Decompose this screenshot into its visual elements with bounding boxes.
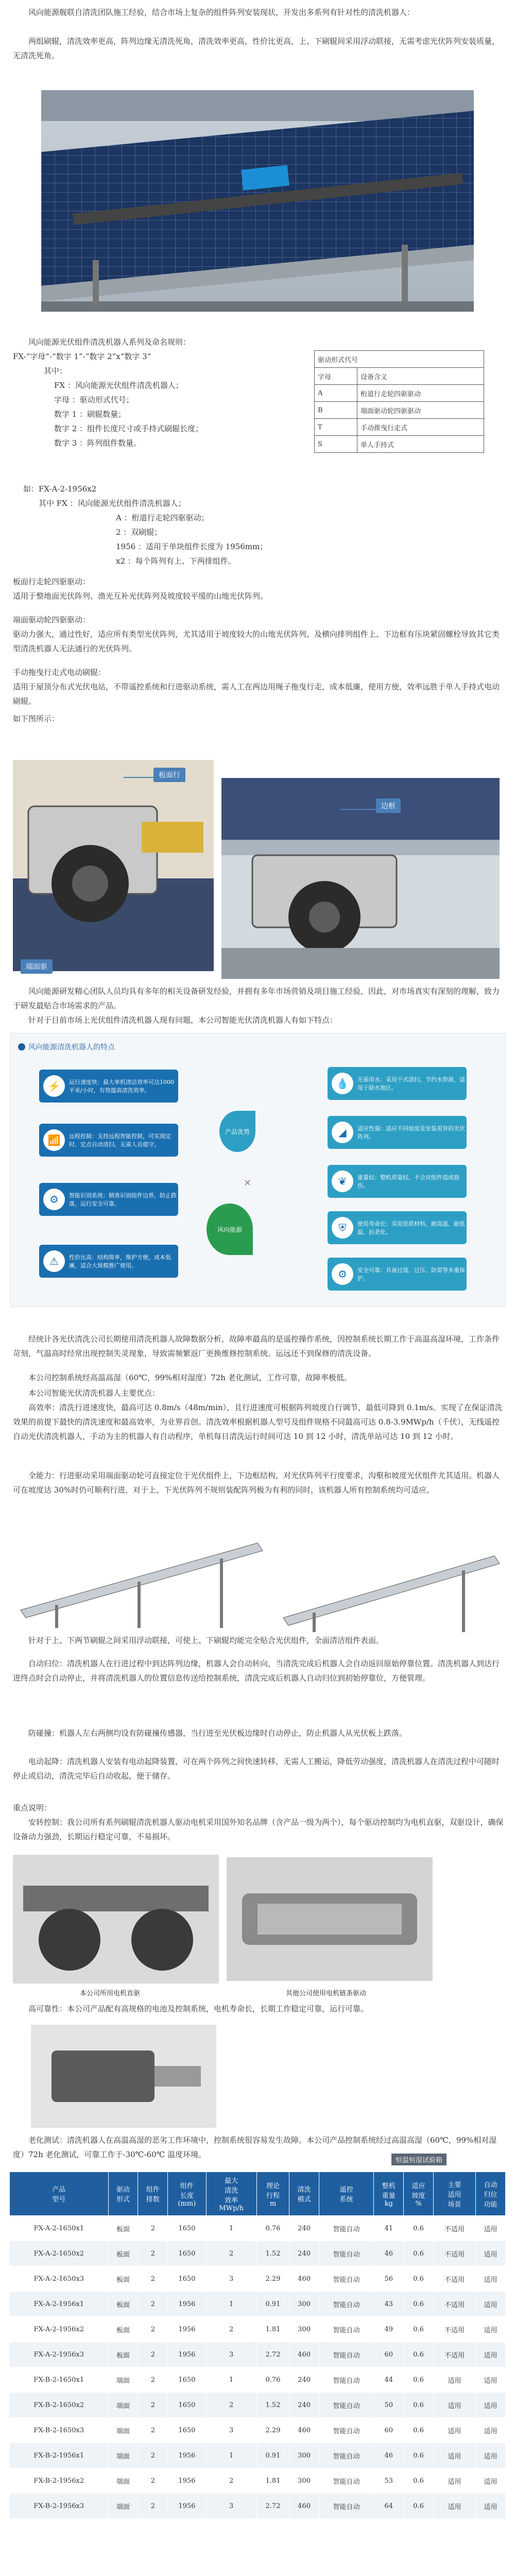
spec-cell: 0.76 <box>256 2367 289 2393</box>
spec-cell: 49 <box>374 2317 404 2342</box>
spec-cell: 3 <box>206 2342 256 2367</box>
spec-cell: 2 <box>138 2241 168 2266</box>
spec-cell: 44 <box>374 2367 404 2393</box>
spec-cell: 适用 <box>433 2367 475 2393</box>
team-paragraph-1: 风向能源研发精心团队人员均具有多年的相关设备研发经验，并拥有多年市场营销及项目施工经验，因此，对市场真实有深刻的理解，致力于研发最贴合市场需求的产品。 <box>13 987 500 1010</box>
motor-closeup-illustration <box>31 2025 216 2128</box>
spec-cell: 0.6 <box>404 2367 434 2393</box>
spec-cell: 端面 <box>108 2443 138 2468</box>
center-brand-text: 风向能源 <box>217 1226 242 1233</box>
spec-cell: 智能自动 <box>319 2393 374 2418</box>
tech-paragraph-6: 针对于上、下两节刷辊之间采用浮动联接，可使上、下刷辊均能完全贴合光伏组件，全面清洁组件表面。 <box>28 1636 384 1645</box>
spec-cell: 1.81 <box>256 2317 289 2342</box>
drive-code: T <box>315 419 357 436</box>
spec-cell: 端面 <box>108 2393 138 2418</box>
water-drop-icon: 💧 <box>332 1073 353 1094</box>
tech-paragraph-8: 防碰撞：机器人左右两侧均设有防碰撞传感器，当行进至光伏板边缘时自动停止，防止机器人从光伏板上跌落。 <box>28 1728 407 1738</box>
spec-cell: 适用 <box>476 2367 506 2393</box>
spec-cell: 不适用 <box>433 2241 475 2266</box>
spec-cell: 适用 <box>476 2443 506 2468</box>
feature-text: 性价比高：结构简单，维护方便，成本低廉，适合大规模推广使用。 <box>69 1254 171 1269</box>
spec-header-cell: 遥控 系统 <box>319 2172 374 2216</box>
drive-code: B <box>315 402 357 419</box>
drive-code: A <box>315 385 357 402</box>
feature-text: 使用寿命长：采用优质材料，耐高温、耐低温、抗老化。 <box>357 1221 465 1235</box>
center-shape-advantage <box>219 1111 255 1152</box>
spec-cell: 板面 <box>108 2241 138 2266</box>
feature-text: 智能识别系统：精准识别组件边界，防止跌落，运行安全可靠。 <box>69 1192 177 1207</box>
feature-card-right-1 <box>328 1067 467 1100</box>
spec-cell: 不适用 <box>433 2216 475 2241</box>
tech-paragraph-7: 自动归位：清洗机器人在行进过程中到达阵列边缘，机器人会自动转向，当清洗完成后机器人会自动返回原始停靠位置。清洗机器人到达行进终点时会自动停止，并将清洗机器人的位置信息传送给控制系统，清洗完成后机器人自动归位到初始停靠位，方便管理。 <box>13 1659 500 1683</box>
spec-cell: 2 <box>206 2241 256 2266</box>
spec-cell: 0.6 <box>404 2342 434 2367</box>
motor-closeup-photo <box>31 2025 216 2128</box>
spec-cell: FX-A-2-1650x1 <box>10 2216 109 2241</box>
spec-header-cell: 组件 长度 (mm) <box>168 2172 206 2216</box>
spec-cell: 2 <box>138 2443 168 2468</box>
types-see-figure: 如下图所示： <box>13 714 60 723</box>
spec-cell: 1650 <box>168 2216 206 2241</box>
spec-cell: 端面 <box>108 2494 138 2519</box>
spec-cell: 0.6 <box>404 2418 434 2443</box>
naming-line-5: 数字 3 ：阵列组件数量。 <box>54 438 142 448</box>
spec-cell: 1.52 <box>256 2393 289 2418</box>
feature-card-left-1 <box>39 1070 178 1103</box>
naming-where: 其中： <box>44 366 67 376</box>
spec-cell: 2 <box>138 2393 168 2418</box>
spec-cell: FX-B-2-1956x3 <box>10 2494 109 2519</box>
panel-drive-wheel-photo <box>13 760 214 971</box>
spec-row <box>10 2292 506 2317</box>
feature-card-left-2 <box>39 1124 178 1157</box>
spec-cell: 0.76 <box>256 2216 289 2241</box>
key-points-title: 重点说明： <box>13 1803 52 1812</box>
spec-cell: 适用 <box>476 2468 506 2494</box>
center-shape-brand <box>207 1204 253 1255</box>
drive-meaning: 桁道行走轮四驱驱动 <box>357 385 484 402</box>
tech-paragraph-1: 经统计各光伏清洗公司长期使用清洗机器人故障数据分析，故障率最高的是遥控操作系统，因控制系统长期工作于高温高湿环境，工作条件苛刻，气温高时经常出现控制失灵现象，导致需频繁返厂更换维修控制系统。运远还不到保修的清洗设备。 <box>13 1334 500 1358</box>
spec-cell: 460 <box>289 2266 319 2292</box>
spec-row <box>10 2468 506 2494</box>
drive-meaning: 手动推曳行走式 <box>357 419 484 436</box>
spec-cell: 1650 <box>168 2418 206 2443</box>
spec-header-cell: 最大 清洗 效率 MWp/h <box>206 2172 256 2216</box>
naming-section <box>13 335 301 450</box>
spec-cell: 460 <box>289 2342 319 2367</box>
spec-cell: 板面 <box>108 2216 138 2241</box>
spec-cell: 不适用 <box>433 2317 475 2342</box>
spec-row <box>10 2266 506 2292</box>
spec-cell: 2 <box>206 2393 256 2418</box>
speed-icon: ⚡ <box>43 1075 65 1097</box>
drive-code: S <box>315 436 357 453</box>
naming-rule: FX-“字母”-“数字 1”-“数字 2”x“数字 3” <box>13 352 151 361</box>
spec-header-cell: 理论 行程 m <box>256 2172 289 2216</box>
spec-cell: FX-B-2-1650x2 <box>10 2393 109 2418</box>
naming-line-4: 数字 2 ：组件长度尺寸或手持式刷辊长度； <box>54 424 203 433</box>
direct-drive-motor-illustration <box>13 1855 219 1984</box>
naming-line-3: 数字 1 ：刷辊数量； <box>54 410 126 419</box>
tech-paragraph-5: 全能力：行进驱动采用端面驱动轮可直接定位于光伏组件上，下边框结构，对光伏阵列平行度要求，沟壑和坡度光伏组件尤其适用。机器人可在坡度达 30%时仍可顺利行进，对于上、下光伏阵列不规则装配阵列极为有利的同时，该机器人所有控制系统均可适应。 <box>13 1471 500 1495</box>
spec-cell: 2 <box>138 2342 168 2367</box>
spec-cell: 1 <box>206 2216 256 2241</box>
gear-icon: ⚙ <box>332 1263 353 1285</box>
spec-cell: 板面 <box>108 2317 138 2342</box>
spec-cell: 智能自动 <box>319 2367 374 2393</box>
spec-header-cell: 产品 型号 <box>10 2172 109 2216</box>
spec-cell: 1650 <box>168 2266 206 2292</box>
feather-icon: ❦ <box>332 1171 353 1192</box>
spec-cell: 智能自动 <box>319 2241 374 2266</box>
drive-meaning: 单人手持式 <box>357 436 484 453</box>
spec-header-row <box>10 2172 506 2216</box>
spec-cell: 46 <box>374 2241 404 2266</box>
types-section <box>13 574 505 726</box>
spec-row <box>10 2418 506 2443</box>
spec-cell: 2 <box>206 2317 256 2342</box>
spec-cell: 56 <box>374 2266 404 2292</box>
frame-callout-line <box>340 809 376 810</box>
spec-cell: 1.52 <box>256 2241 289 2266</box>
example-title: 如：FX-A-2-1956x2 <box>23 484 97 494</box>
type-2-body: 驱动力强大，通过性好，适应所有类型光伏阵列，尤其适用于坡度较大的山地光伏阵列、及横向排列组件上、下边框有压块紧固螺栓导致其它类型清洗机器人无法通行的光伏阵列。 <box>13 630 500 653</box>
direct-drive-motor-photo <box>13 1855 219 1984</box>
spec-row <box>10 2342 506 2367</box>
spec-cell: 0.6 <box>404 2292 434 2317</box>
spec-cell: 端面 <box>108 2468 138 2494</box>
spec-cell: 1 <box>206 2443 256 2468</box>
spec-cell: 240 <box>289 2241 319 2266</box>
features-infographic <box>10 1033 506 1307</box>
spec-header-cell: 主要 适用 场景 <box>433 2172 475 2216</box>
spec-cell: 适用 <box>476 2216 506 2241</box>
spec-cell: 1956 <box>168 2292 206 2317</box>
spec-cell: 0.91 <box>256 2292 289 2317</box>
spec-cell: 2 <box>138 2367 168 2393</box>
spec-cell: 适用 <box>433 2443 475 2468</box>
spec-cell: 0.91 <box>256 2443 289 2468</box>
team-paragraph-2: 针对于目前市场上光伏组件清洗机器人现有问题，本公司智能光伏清洗机器人有如下特点： <box>28 1015 338 1025</box>
array-drawing-2 <box>278 1540 505 1633</box>
drive-table-header: 驱动形式代号 <box>315 351 484 368</box>
spec-cell: FX-B-2-1650x1 <box>10 2367 109 2393</box>
feature-text: 安全可靠：具备过流、过压、防雷等多重保护。 <box>357 1267 465 1282</box>
spec-cell: 不适用 <box>433 2342 475 2367</box>
spec-cell: 端面 <box>108 2367 138 2393</box>
slope-icon: ◢ <box>332 1122 353 1143</box>
panel-drive-callout-line <box>124 777 153 778</box>
type-3-title: 手动拖曳行走式电动刷辊： <box>13 668 106 677</box>
spec-cell: FX-B-2-1650x3 <box>10 2418 109 2443</box>
spec-cell: FX-A-2-1650x3 <box>10 2266 109 2292</box>
spec-cell: 适用 <box>476 2494 506 2519</box>
feature-card-right-2 <box>328 1116 467 1149</box>
feature-card-right-5 <box>328 1258 467 1291</box>
end-face-drive-photo <box>221 778 500 979</box>
spec-cell: 0.6 <box>404 2266 434 2292</box>
spec-cell: 1 <box>206 2367 256 2393</box>
spec-cell: FX-B-2-1956x2 <box>10 2468 109 2494</box>
spec-header-cell: 组件 排数 <box>138 2172 168 2216</box>
spec-cell: 2.72 <box>256 2494 289 2519</box>
spec-cell: FX-A-2-1956x3 <box>10 2342 109 2367</box>
array-side-view-2 <box>278 1540 505 1633</box>
example-line-5: x2 ：每个阵列有上、下两排组件。 <box>116 556 236 566</box>
warning-icon: ⚠ <box>43 1250 65 1272</box>
chamber-label: 恒温恒湿试验箱 <box>391 2154 447 2165</box>
drive-table-col-letter: 字母 <box>315 368 357 385</box>
spec-row <box>10 2393 506 2418</box>
spec-cell: 智能自动 <box>319 2443 374 2468</box>
spec-cell: 60 <box>374 2418 404 2443</box>
spec-cell: 适用 <box>476 2241 506 2266</box>
spec-cell: 1956 <box>168 2317 206 2342</box>
spec-cell: 43 <box>374 2292 404 2317</box>
spec-cell: 智能自动 <box>319 2317 374 2342</box>
tech-paragraph-2: 本公司控制系统经高温高湿（60℃，99%相对湿度）72h 老化测试，工作可靠，故障率极低。 <box>28 1373 352 1382</box>
remote-icon: 📶 <box>43 1129 65 1151</box>
spec-cell: 智能自动 <box>319 2468 374 2494</box>
spec-cell: 240 <box>289 2216 319 2241</box>
type-2-title: 端面驱动轮四驱驱动： <box>13 615 91 624</box>
spec-cell: 智能自动 <box>319 2216 374 2241</box>
spec-row <box>10 2443 506 2468</box>
feature-card-left-3 <box>39 1183 178 1216</box>
spec-header-cell: 整机 重量 kg <box>374 2172 404 2216</box>
naming-line-1: FX ：风向能源光伏组件清洗机器人； <box>54 381 183 390</box>
cross-icon: ✕ <box>244 1178 252 1189</box>
spec-cell: FX-A-2-1650x2 <box>10 2241 109 2266</box>
spec-row <box>10 2317 506 2342</box>
spec-header-cell: 驱动 形式 <box>108 2172 138 2216</box>
feature-card-left-4 <box>39 1245 178 1278</box>
spec-header-cell: 自动 归位 功能 <box>476 2172 506 2216</box>
example-line-1: 其中 FX ：风向能源光伏组件清洗机器人； <box>39 499 186 508</box>
spec-cell: 3 <box>206 2266 256 2292</box>
spec-cell: 300 <box>289 2292 319 2317</box>
solar-array-illustration <box>41 90 474 312</box>
feature-card-right-4 <box>328 1211 467 1244</box>
spec-cell: 不适用 <box>433 2266 475 2292</box>
spec-cell: 2.29 <box>256 2418 289 2443</box>
spec-cell: 智能自动 <box>319 2418 374 2443</box>
spec-cell: 适用 <box>476 2317 506 2342</box>
type-1-title: 板面行走轮四驱驱动： <box>13 577 91 586</box>
spec-cell: 适用 <box>433 2393 475 2418</box>
spec-cell: 41 <box>374 2216 404 2241</box>
spec-cell: 板面 <box>108 2342 138 2367</box>
end-face-drive-callout: 端面驱 <box>21 959 53 974</box>
center-advantage-text: 产品优势 <box>225 1128 250 1136</box>
hero-solar-array-photo <box>41 90 474 312</box>
spec-row <box>10 2367 506 2393</box>
spec-row <box>10 2494 506 2519</box>
spec-cell: 端面 <box>108 2418 138 2443</box>
feature-text: 运行速度快：最大单机清洁效率可达1000平米/小时，有效提高清洗效率。 <box>69 1079 174 1094</box>
spec-cell: 1650 <box>168 2367 206 2393</box>
example-section <box>13 482 476 568</box>
spec-cell: 460 <box>289 2494 319 2519</box>
spec-cell: 适用 <box>433 2494 475 2519</box>
features-title-text: 风向能源清洗机器人的特点 <box>28 1043 115 1052</box>
spec-cell: 2 <box>138 2468 168 2494</box>
spec-cell: 2 <box>138 2266 168 2292</box>
spec-cell: 2 <box>138 2418 168 2443</box>
spec-cell: 2 <box>138 2216 168 2241</box>
spec-cell: 适用 <box>476 2418 506 2443</box>
shield-icon: ⛨ <box>332 1217 353 1239</box>
spec-cell: 53 <box>374 2468 404 2494</box>
spec-cell: FX-B-2-1956x1 <box>10 2443 109 2468</box>
type-3-body: 适用于屋顶分布式光伏电站，不带遥控系统和行进驱动系统，需人工在两边用绳子拖曳行走，成本低廉，使用方便，效率远胜于单人手持式电动刷辊。 <box>13 682 500 706</box>
tech-paragraph-4: 高效率：清洗行进速度快，最高可达 0.8m/s（48m/min），且行进速度可根据阵列坡度自行调节，最低可降到 0.1m/s。实现了在保证清洗效果的前提下最快的清洗速度和最高效率，为业界首创。清洗效率根据机器人型号及组件规格不同最高可达 0.8-3.9MWp/h（千伏），无线遥控自动光伏清洗机器人，手动为主的机器人有自动程序，单机每日清洗运行时间可达 10 到 12 小时，清洗单站可达 10 到 12 小时。 <box>13 1403 503 1441</box>
naming-title: 风向能源光伏组件清洗机器人系列及命名规则： <box>28 337 191 347</box>
spec-cell: 240 <box>289 2393 319 2418</box>
drive-meaning: 端面驱动轮四驱驱动 <box>357 402 484 419</box>
intro-paragraph-2: 两组刷辊，清洗效率更高，阵列边缘无清洗死角，清洗效率更高，性价比更高，上、下刷辊间采用浮动联接，无需考虑光伏阵列安装质量，无清洗死角。 <box>13 37 500 60</box>
chain-drive-motor-illustration <box>227 1857 433 1981</box>
spec-table <box>9 2172 506 2519</box>
tech-paragraph-9: 电动起降：清洗机器人安装有电动起降装置，可在两个阵列之间快速转移，无需人工搬运，降低劳动强度，清洗机器人在清洗过程中可随时停止或启动，清洗完毕后自动收起，便于储存。 <box>13 1757 500 1781</box>
chain-drive-caption: 其他公司使用电机链条驱动 <box>286 1990 367 1997</box>
spec-cell: 适用 <box>476 2342 506 2367</box>
spec-cell: 适用 <box>476 2292 506 2317</box>
spec-cell: 0.6 <box>404 2393 434 2418</box>
spec-cell: 2.29 <box>256 2266 289 2292</box>
spec-cell: 1956 <box>168 2494 206 2519</box>
example-line-4: 1956 ：适用于单块组件长度为 1956mm； <box>116 542 268 551</box>
feature-text: 无需用水：采用干式清扫，节约水资源，适用于缺水地区。 <box>357 1076 465 1091</box>
spec-cell: 智能自动 <box>319 2292 374 2317</box>
spec-cell: 300 <box>289 2317 319 2342</box>
spec-body <box>10 2216 506 2519</box>
spec-cell: 0.6 <box>404 2241 434 2266</box>
spec-cell: 50 <box>374 2393 404 2418</box>
panel-drive-callout: 板面行 <box>153 768 185 782</box>
spec-row <box>10 2241 506 2266</box>
key-points-paragraph-2: 高可靠性：本公司产品配有高规格的电池及控制系统，电机寿命长，长期工作稳定可靠，运行可靠。 <box>28 2004 369 2013</box>
spec-cell: 240 <box>289 2367 319 2393</box>
feature-text: 适应性强：适应不同坡度及安装差异的光伏阵列。 <box>357 1125 465 1140</box>
spec-cell: 1956 <box>168 2443 206 2468</box>
spec-cell: 不适用 <box>433 2292 475 2317</box>
spec-cell: 2 <box>206 2468 256 2494</box>
example-line-3: 2 ：双刷辊； <box>116 528 162 537</box>
array-side-view-1 <box>15 1522 273 1631</box>
spec-cell: 60 <box>374 2342 404 2367</box>
spec-cell: 智能自动 <box>319 2266 374 2292</box>
spec-cell: 300 <box>289 2468 319 2494</box>
spec-cell: 适用 <box>433 2468 475 2494</box>
type-1-body: 适用于整地面光伏阵列、渔光互补光伏阵列及坡度较平缓的山地光伏阵列。 <box>13 591 268 601</box>
spec-cell: 0.6 <box>404 2494 434 2519</box>
chain-drive-motor-photo <box>227 1857 433 1981</box>
spec-cell: 3 <box>206 2494 256 2519</box>
spec-cell: 2.72 <box>256 2342 289 2367</box>
naming-line-2: 字母 ：驱动形式代号； <box>54 395 134 404</box>
panel-drive-wheel-illustration <box>13 760 214 971</box>
spec-cell: 适用 <box>433 2418 475 2443</box>
features-bullet-icon <box>18 1043 25 1050</box>
feature-card-right-3 <box>328 1165 467 1198</box>
spec-header-cell: 清洗 模式 <box>289 2172 319 2216</box>
spec-cell: 1.81 <box>256 2468 289 2494</box>
spec-cell: 1 <box>206 2292 256 2317</box>
spec-cell: 1650 <box>168 2241 206 2266</box>
drive-table-col-meaning: 设备含义 <box>357 368 484 385</box>
intro-paragraph-1: 风向能源舰联自清洗团队施工经验，结合市场上复杂的组件阵列安装现状，开发出多系列有针对性的清洗机器人： <box>28 8 415 17</box>
spec-cell: 1650 <box>168 2393 206 2418</box>
brain-icon: ⚙ <box>43 1189 65 1210</box>
spec-cell: 2 <box>138 2292 168 2317</box>
spec-cell: 0.6 <box>404 2468 434 2494</box>
drive-code-table <box>314 350 484 453</box>
feature-text: 远程控制：支持远程智能控制，可实现定时、定点自动清扫，无需人员值守。 <box>69 1133 171 1148</box>
spec-cell: 460 <box>289 2418 319 2443</box>
spec-cell: 300 <box>289 2443 319 2468</box>
spec-cell: 适用 <box>476 2393 506 2418</box>
spec-cell: 2 <box>138 2494 168 2519</box>
spec-cell: 适用 <box>476 2266 506 2292</box>
spec-cell: 2 <box>138 2317 168 2342</box>
spec-cell: FX-A-2-1956x1 <box>10 2292 109 2317</box>
spec-cell: 0.6 <box>404 2216 434 2241</box>
feature-text: 重量轻：整机质量轻，不会对组件造成损伤。 <box>357 1174 459 1189</box>
spec-cell: 0.6 <box>404 2317 434 2342</box>
tech-paragraph-3: 本公司智能光伏清洗机器人主要优点： <box>28 1388 160 1398</box>
frame-callout: 边框 <box>376 799 401 813</box>
example-line-2: A ：桁道行走轮四驱驱动； <box>116 513 209 522</box>
spec-cell: 1956 <box>168 2468 206 2494</box>
spec-cell: 智能自动 <box>319 2342 374 2367</box>
spec-cell: 0.6 <box>404 2443 434 2468</box>
spec-header-cell: 适应 坡度 % <box>404 2172 434 2216</box>
spec-cell: 3 <box>206 2418 256 2443</box>
spec-cell: FX-A-2-1956x2 <box>10 2317 109 2342</box>
key-points-paragraph-1: 安转控制：我公司所有系列刷辊清洗机器人驱动电机采用国外知名品牌（含产品一级为两个），每个驱动控制均为电机直驱，双驱设计，确保设备动力强劲，长期运行稳定可靠，不易损坏。 <box>13 1818 504 1841</box>
spec-cell: 板面 <box>108 2292 138 2317</box>
direct-drive-caption: 本公司所用电机直驱 <box>80 1990 141 1997</box>
spec-cell: 64 <box>374 2494 404 2519</box>
spec-cell: 46 <box>374 2443 404 2468</box>
spec-cell: 1956 <box>168 2342 206 2367</box>
key-points-paragraph-3: 老化测试：清洗机器人在高温高湿的恶劣工作环境中，控制系统很容易发生故障。本公司产品控制系统经过高温高湿（60℃，99%相对湿度）72h 老化测试，可靠工作于-30℃-60℃ 温度环境。 <box>13 2136 497 2159</box>
spec-row <box>10 2216 506 2241</box>
spec-cell: 板面 <box>108 2266 138 2292</box>
end-face-drive-illustration <box>221 778 500 979</box>
features-title <box>18 1042 115 1052</box>
array-drawing-1 <box>15 1522 273 1631</box>
spec-cell: 智能自动 <box>319 2494 374 2519</box>
